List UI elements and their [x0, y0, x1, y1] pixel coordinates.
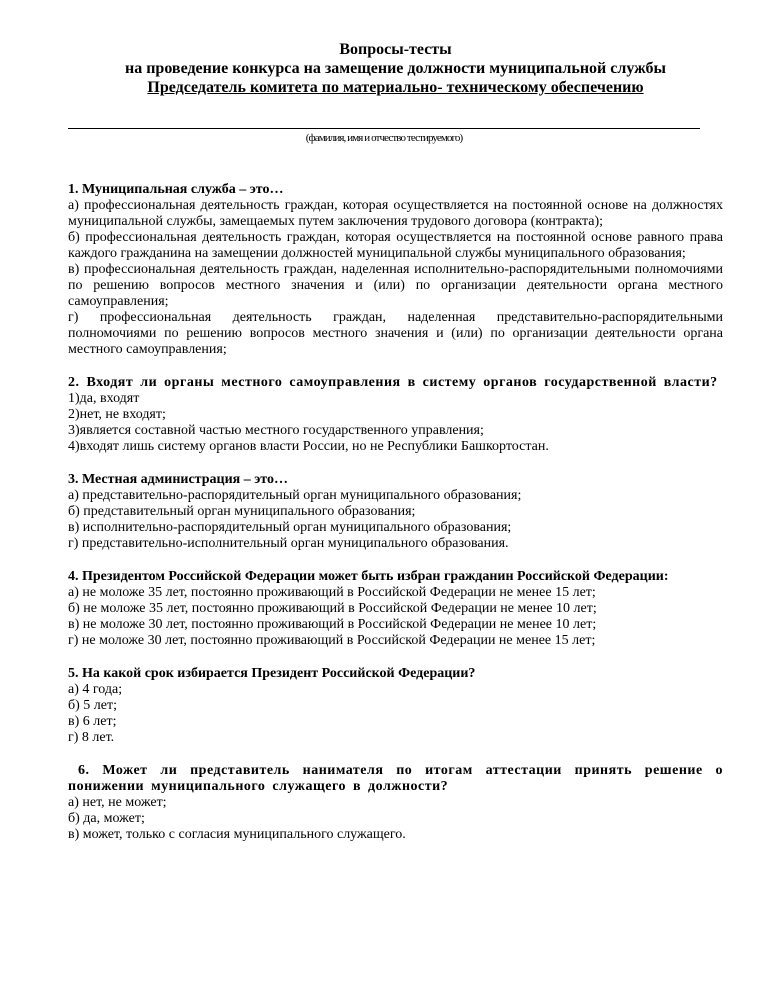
- question-title: 4. Президентом Российской Федерации может быть избран гражданин Российской Федерации:: [68, 569, 669, 584]
- answer-option: в) не моложе 30 лет, постоянно проживающий в Российской Федерации не менее 10 лет;: [68, 617, 597, 632]
- question-title: 6. Может ли представитель нанимателя по итогам аттестации принять решение о понижении муниципального служащего в должности?: [68, 763, 723, 794]
- answer-option: б) представительный орган муниципального образования;: [68, 504, 416, 519]
- answer-option: а) не моложе 35 лет, постоянно проживающий в Российской Федерации не менее 15 лет;: [68, 585, 596, 600]
- answer-option: г) профессиональная деятельность граждан, наделенная представительно-распорядительными полномочиями по решению вопросов местного значения и (или) по организации деятельности органа местного самоуправления;: [68, 310, 723, 357]
- answer-option: в) может, только с согласия муниципального служащего.: [68, 827, 406, 842]
- answer-option: а) нет, не может;: [68, 795, 167, 810]
- answer-option: в) профессиональная деятельность граждан, наделенная исполнительно-распорядительными полномочиями по решению вопросов местного значения и (или) по организации деятельности органа местного самоуправления;: [68, 262, 723, 309]
- question-title: 5. На какой срок избирается Президент Российской Федерации?: [68, 666, 476, 681]
- answer-option: б) профессиональная деятельность граждан, которая осуществляется на постоянной основе равного права каждого гражданина на замещении должностей муниципальной службы муниципального образования;: [68, 230, 723, 261]
- question-4: [68, 569, 723, 649]
- answer-option: б) да, может;: [68, 811, 145, 826]
- question-1: [68, 182, 723, 358]
- document-subtitle: на проведение конкурса на замещение должности муниципальной службы: [124, 60, 667, 77]
- answer-option: в) исполнительно-распорядительный орган муниципального образования;: [68, 520, 512, 535]
- answer-option: б) не моложе 35 лет, постоянно проживающий в Российской Федерации не менее 10 лет;: [68, 601, 597, 616]
- question-title: 2. Входят ли органы местного самоуправления в систему органов государственной власти?: [68, 375, 718, 390]
- question-title: 1. Муниципальная служба – это…: [68, 182, 284, 197]
- name-caption: (фамилия, имя и отчество тестируемого): [305, 132, 463, 144]
- answer-option: г) представительно-исполнительный орган муниципального образования.: [68, 536, 509, 551]
- question-5: [68, 666, 723, 746]
- answer-option: г) 8 лет.: [68, 730, 115, 745]
- answer-option: 3)является составной частью местного государственного управления;: [68, 423, 484, 438]
- questions-list: [68, 182, 723, 843]
- answer-option: 2)нет, не входят;: [68, 407, 166, 422]
- answer-option: б) 5 лет;: [68, 698, 117, 713]
- document-title: Вопросы-тесты: [339, 41, 452, 58]
- question-2: [68, 375, 723, 455]
- answer-option: в) 6 лет;: [68, 714, 117, 729]
- question-3: [68, 472, 723, 552]
- answer-option: 4)входят лишь систему органов власти России, но не Республики Башкортостан.: [68, 439, 549, 454]
- position-title: Председатель комитета по материально- техническому обеспечению: [147, 79, 644, 96]
- answer-option: а) 4 года;: [68, 682, 123, 697]
- name-underline: [68, 118, 700, 129]
- answer-option: а) профессиональная деятельность граждан, которая осуществляется на постоянной основе на должностях муниципальной службы, замещаемых путем заключения трудового договора (контракта);: [68, 198, 723, 229]
- document-page: [68, 40, 723, 860]
- answer-option: г) не моложе 30 лет, постоянно проживающий в Российской Федерации не менее 15 лет;: [68, 633, 596, 648]
- question-6: [68, 763, 723, 843]
- question-title: 3. Местная администрация – это…: [68, 472, 288, 487]
- answer-option: 1)да, входят: [68, 391, 140, 406]
- answer-option: а) представительно-распорядительный орган муниципального образования;: [68, 488, 522, 503]
